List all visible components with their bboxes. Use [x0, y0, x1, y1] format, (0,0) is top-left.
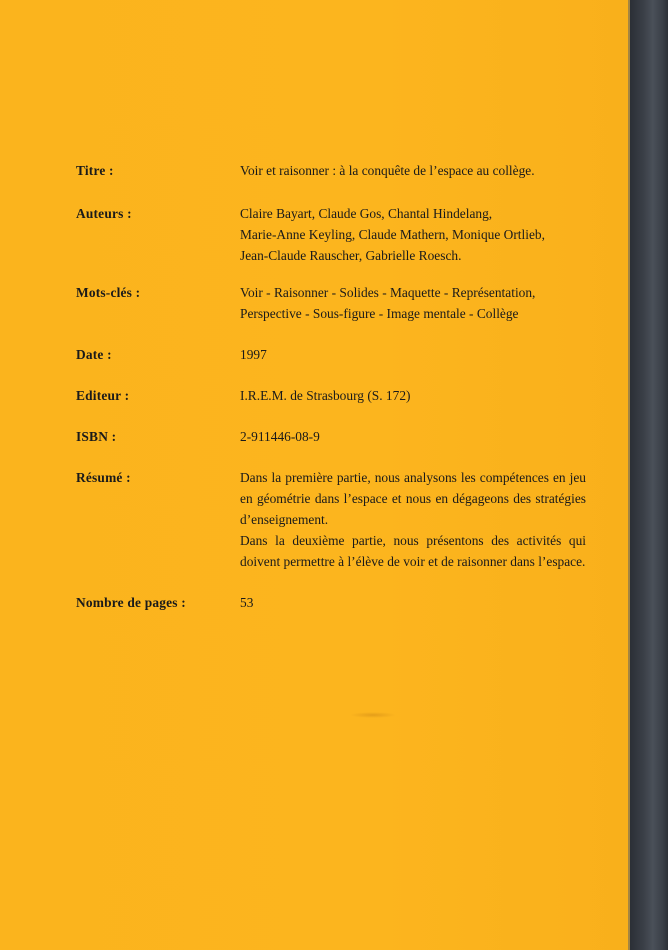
field-value: [240, 426, 586, 447]
title-value: Voir et raisonner : à la conquête de l’espace au collège.: [240, 163, 535, 178]
page-count-value: 53: [240, 595, 254, 610]
field-label: Date :: [76, 347, 112, 362]
field-keywords: [76, 282, 586, 324]
field-label: Nombre de pages :: [76, 595, 186, 610]
field-page-count: [76, 592, 586, 613]
field-isbn: [76, 426, 586, 447]
field-date: [76, 344, 586, 365]
authors-line: Jean-Claude Rauscher, Gabrielle Roesch.: [240, 248, 462, 263]
field-value: [240, 385, 586, 406]
authors-line: Marie-Anne Keyling, Claude Mathern, Monique Ortlieb,: [240, 227, 545, 242]
field-label: Mots-clés :: [76, 285, 141, 300]
metadata-block: [76, 160, 586, 632]
summary-paragraph: Dans la deuxième partie, nous présentons des activités qui doivent permettre à l’élève de voir et de raisonner dans l’espace.: [240, 533, 586, 569]
field-label: Editeur :: [76, 388, 130, 403]
field-value: [240, 467, 586, 572]
field-authors: [76, 203, 586, 266]
field-label: Auteurs :: [76, 206, 132, 221]
book-spine: [630, 0, 668, 950]
field-label: Titre :: [76, 163, 114, 178]
field-label: ISBN :: [76, 429, 117, 444]
field-value: [240, 160, 586, 181]
isbn-value: 2-911446-08-9: [240, 429, 320, 444]
paper-smudge: [350, 712, 396, 718]
field-value: [240, 344, 586, 365]
field-title: [76, 160, 586, 181]
keywords-line: Voir - Raisonner - Solides - Maquette - Représentation,: [240, 285, 536, 300]
keywords-line: Perspective - Sous-figure - Image mentale - Collège: [240, 306, 519, 321]
field-summary: [76, 467, 586, 572]
field-value: [240, 282, 586, 324]
authors-line: Claire Bayart, Claude Gos, Chantal Hindelang,: [240, 206, 493, 221]
date-value: 1997: [240, 347, 267, 362]
field-value: [240, 203, 586, 266]
summary-paragraph: Dans la première partie, nous analysons les compétences en jeu en géométrie dans l’espace et nous en dégageons des stratégies d’enseignement.: [240, 470, 586, 527]
field-editor: [76, 385, 586, 406]
editor-value: I.R.E.M. de Strasbourg (S. 172): [240, 388, 411, 403]
field-value: [240, 592, 586, 613]
field-label: Résumé :: [76, 470, 131, 485]
